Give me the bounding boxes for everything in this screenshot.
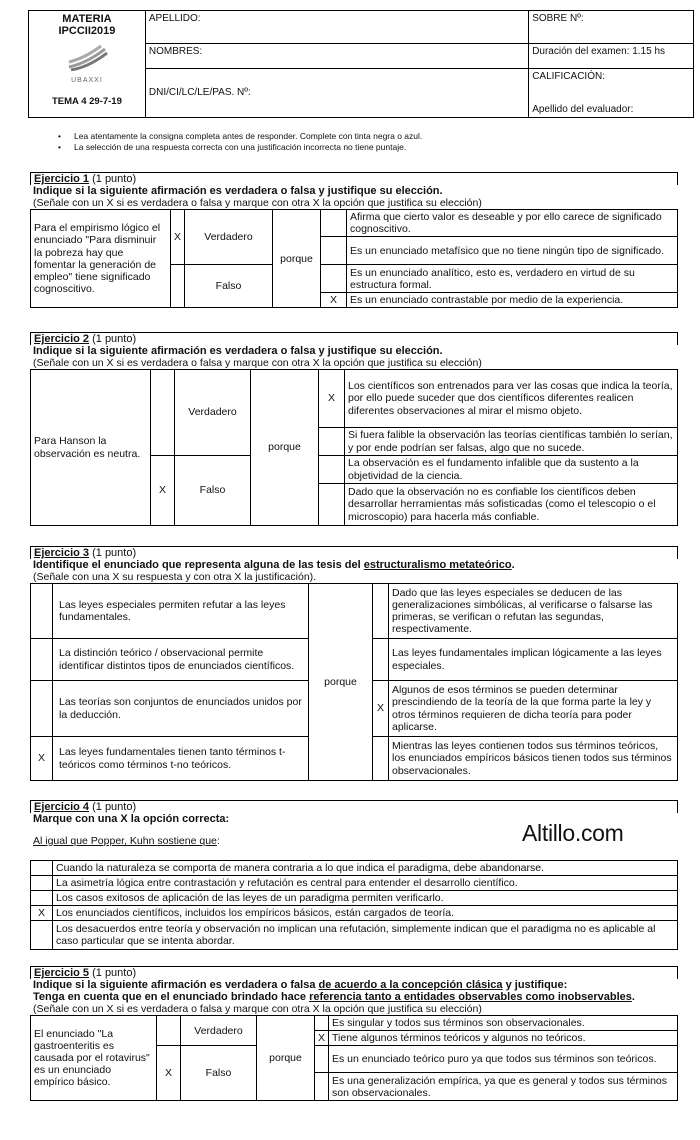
exercise-3-hint: (Señale con una X su respuesta y con otra X la justificación). (33, 571, 317, 583)
exercise-4-title: Ejercicio 4 (1 punto) (30, 800, 678, 813)
dni-field[interactable]: DNI/CI/LC/LE/PAS. Nº: (145, 69, 528, 118)
exercise-5-hint: (Señale con un X si es verdadera o falsa y marque con otra X la opción que justifica su elección) (33, 1003, 482, 1015)
exercise-5-porque: porque (257, 1016, 315, 1101)
exercise-3-left-mark[interactable] (31, 681, 53, 737)
exercise-2-opt-mark[interactable] (319, 428, 345, 456)
evaluador-field[interactable]: Apellido del evaluador: (529, 96, 694, 118)
exercise-3 (30, 546, 678, 781)
exercise-3-question: Identifique el enunciado que representa alguna de las tesis del estructuralismo metateórico. (33, 559, 515, 571)
exercise-3-right-text: Dado que las leyes especiales se deducen de las generalizaciones simbólicas, al verificarse o falsarse las primeras, se verifican o refutan las segundas, respectivamente. (389, 584, 678, 639)
exercise-3-right-mark[interactable] (373, 584, 389, 639)
exercise-4-mark[interactable]: X (31, 906, 53, 921)
materia-code: IPCCII2019 (58, 25, 116, 38)
exercise-5-opt-text: Es un enunciado teórico puro ya que todos sus términos son teóricos. (329, 1046, 678, 1073)
exercise-3-table (30, 583, 678, 781)
exercise-1-opt-text: Es un enunciado contrastable por medio de la experiencia. (347, 293, 678, 308)
exercise-2-opt-text: Los científicos son entrenados para ver las cosas que indica la teoría, por ello puede suceder que dos científicos diferentes realicen diferentes observaciones al mirar el mismo objeto. (345, 370, 678, 428)
exercise-5-mark-false[interactable]: X (157, 1046, 181, 1101)
exercise-4-option: Cuando la naturaleza se comporta de manera contraria a lo que indica el paradigma, debe abandonarse. (53, 861, 678, 876)
exercise-4-question: Marque con una X la opción correcta: (33, 813, 230, 825)
exercise-5-opt-mark[interactable] (315, 1046, 329, 1073)
exercise-3-left-mark[interactable] (31, 639, 53, 681)
exercise-5-table (30, 1015, 678, 1101)
exercise-3-right-text: Las leyes fundamentales implican lógicamente a las leyes especiales. (389, 639, 678, 681)
duracion-field: Duración del examen: 1.15 hs (529, 44, 694, 69)
exercise-1-opt-text: Es un enunciado analítico, esto es, verdadero en virtud de su estructura formal. (347, 265, 678, 293)
exercise-3-right-mark[interactable]: X (373, 681, 389, 737)
exercise-1-question: Indique si la siguiente afirmación es verdadera o falsa y justifique su elección. (33, 185, 443, 197)
tema-label: TEMA 4 29-7-19 (52, 95, 122, 107)
exercise-2-opt-mark[interactable] (319, 456, 345, 484)
exercise-5-false-option[interactable]: Falso (181, 1046, 257, 1101)
exercise-4-mark[interactable] (31, 891, 53, 906)
exercise-5-opt-text: Es singular y todos sus términos son observacionales. (329, 1016, 678, 1031)
exam-header (28, 10, 694, 118)
altillo-watermark: Altillo.com (522, 820, 624, 846)
uba-logo-text: UBAXXI (71, 76, 103, 84)
apellido-field[interactable]: APELLIDO: (145, 11, 528, 44)
exercise-3-right-mark[interactable] (373, 737, 389, 781)
exercise-2-mark-false[interactable]: X (151, 456, 175, 526)
calificacion-field[interactable]: CALIFICACIÓN: (529, 69, 694, 96)
exercise-4-option: Los desacuerdos entre teoría y observación no implican una refutación, simplemente indican que el paradigma no es aplicable al caso particular que se intenta abordar. (53, 921, 678, 950)
instructions-list (58, 131, 422, 154)
exercise-5-statement: El enunciado "La gastroenteritis es causada por el rotavirus" es un enunciado empírico básico. (31, 1016, 157, 1101)
exercise-5-opt-mark[interactable] (315, 1016, 329, 1031)
exercise-2-opt-text: Dado que la observación no es confiable los científicos deben desarrollar herramientas más sofisticadas (como el telescopio o el microscopio) para hacerla más confiable. (345, 484, 678, 526)
exercise-2-table (30, 369, 678, 526)
exercise-3-title: Ejercicio 3 (1 punto) (30, 546, 678, 559)
instruction-item: • La selección de una respuesta correcta con una justificación incorrecta no tiene puntaje. (58, 142, 422, 153)
exercise-2-porque: porque (251, 370, 319, 526)
exercise-5 (30, 966, 678, 1101)
exercise-1-opt-text: Es un enunciado metafísico que no tiene ningún tipo de significado. (347, 237, 678, 265)
sobre-field[interactable]: SOBRE Nº: (529, 11, 694, 44)
exercise-1-false-option[interactable]: Falso (185, 265, 273, 308)
exercise-3-left-text: La distinción teórico / observacional permite identificar distintos tipos de enunciados científicos. (53, 639, 309, 681)
exercise-1-opt-mark[interactable] (321, 237, 347, 265)
exercise-5-question-1: Indique si la siguiente afirmación es verdadera o falsa de acuerdo a la concepción clásica y justifique: (33, 979, 568, 991)
exercise-3-left-text: Las teorías son conjuntos de enunciados unidos por la deducción. (53, 681, 309, 737)
exercise-3-porque: porque (309, 584, 373, 781)
exercise-4-option: Los casos exitosos de aplicación de las leyes de un paradigma permiten verificarlo. (53, 891, 678, 906)
exercise-4-option: La asimetría lógica entre contrastación y refutación es central para entender el desarrollo científico. (53, 876, 678, 891)
exercise-1-mark-false[interactable] (171, 265, 185, 308)
exercise-1-statement: Para el empirismo lógico el enunciado "Para disminuir la pobreza hay que fomentar la generación de empleo" tiene significado cognoscitivo. (31, 210, 171, 308)
uba-logo (32, 37, 142, 85)
exercise-2-mark-true[interactable] (151, 370, 175, 456)
nombres-field[interactable]: NOMBRES: (145, 44, 528, 69)
exercise-1-opt-mark[interactable] (321, 265, 347, 293)
exercise-4-mark[interactable] (31, 921, 53, 950)
exercise-2-true-option[interactable]: Verdadero (175, 370, 251, 456)
exercise-2-opt-text: Si fuera falible la observación las teorías científicas también lo serían, y por ende podrían ser falsas, algo que no sucede. (345, 428, 678, 456)
exercise-1-opt-mark[interactable]: X (321, 293, 347, 308)
exercise-5-opt-text: Tiene algunos términos teóricos y algunos no teóricos. (329, 1031, 678, 1046)
exercise-1-porque: porque (273, 210, 321, 308)
exercise-4-prompt: Al igual que Popper, Kuhn sostiene que: (33, 835, 220, 847)
exercise-1-table (30, 209, 678, 308)
exercise-2-hint: (Señale con un X si es verdadera o falsa y marque con otra X la opción que justifica su elección) (33, 357, 482, 369)
exercise-3-left-mark[interactable]: X (31, 737, 53, 781)
exercise-3-right-mark[interactable] (373, 639, 389, 681)
exercise-3-left-text: Las leyes fundamentales tienen tanto términos t-teóricos como términos t-no teóricos. (53, 737, 309, 781)
exercise-1-true-option[interactable]: Verdadero (185, 210, 273, 265)
exercise-5-opt-mark[interactable] (315, 1073, 329, 1101)
exercise-2-opt-mark[interactable]: X (319, 370, 345, 428)
exercise-1-opt-text: Afirma que cierto valor es deseable y por ello carece de significado cognoscitivo. (347, 210, 678, 237)
exercise-1-opt-mark[interactable] (321, 210, 347, 237)
exercise-1 (30, 172, 678, 308)
exercise-3-right-text: Algunos de esos términos se pueden determinar prescindiendo de la teoría de la que forma parte la ley y otros términos requieren de dicha teoría para poder aplicarse. (389, 681, 678, 737)
exercise-5-title: Ejercicio 5 (1 punto) (30, 966, 678, 979)
exercise-2 (30, 332, 678, 526)
exercise-5-true-option[interactable]: Verdadero (181, 1016, 257, 1046)
exercise-5-question-2: Tenga en cuenta que en el enunciado brindado hace referencia tanto a entidades observables como inobservables. (33, 991, 635, 1003)
exercise-1-hint: (Señale con un X si es verdadera o falsa y marque con otra X la opción que justifica su elección) (33, 197, 482, 209)
exercise-1-title: Ejercicio 1 (1 punto) (30, 172, 678, 185)
exercise-4-table (30, 860, 678, 950)
exercise-3-left-mark[interactable] (31, 584, 53, 639)
exercise-2-opt-text: La observación es el fundamento infalible que da sustento a la objetividad de la ciencia. (345, 456, 678, 484)
exercise-2-false-option[interactable]: Falso (175, 456, 251, 526)
exercise-4-mark[interactable] (31, 861, 53, 876)
exercise-2-opt-mark[interactable] (319, 484, 345, 526)
exercise-5-opt-mark[interactable]: X (315, 1031, 329, 1046)
exercise-2-title: Ejercicio 2 (1 punto) (30, 332, 678, 345)
exercise-4-mark[interactable] (31, 876, 53, 891)
uba-logo-icon (65, 43, 109, 71)
materia-label: MATERIA (62, 13, 112, 25)
instruction-item: • Lea atentamente la consigna completa antes de responder. Complete con tinta negra o azul. (58, 131, 422, 142)
exercise-2-question: Indique si la siguiente afirmación es verdadera o falsa y justifique su elección. (33, 345, 443, 357)
materia-cell (29, 11, 146, 118)
exercise-3-right-text: Mientras las leyes contienen todos sus términos teóricos, los enunciados empíricos básicos tienen todos sus términos observacionales. (389, 737, 678, 781)
exercise-4-option: Los enunciados científicos, incluidos los empíricos básicos, están cargados de teoría. (53, 906, 678, 921)
exercise-1-mark-true[interactable]: X (171, 210, 185, 265)
exercise-5-opt-text: Es una generalización empírica, ya que es general y todos sus términos son observacionales. (329, 1073, 678, 1101)
exercise-5-mark-true[interactable] (157, 1016, 181, 1046)
exercise-3-left-text: Las leyes especiales permiten refutar a las leyes fundamentales. (53, 584, 309, 639)
exercise-2-statement: Para Hanson la observación es neutra. (31, 370, 151, 526)
